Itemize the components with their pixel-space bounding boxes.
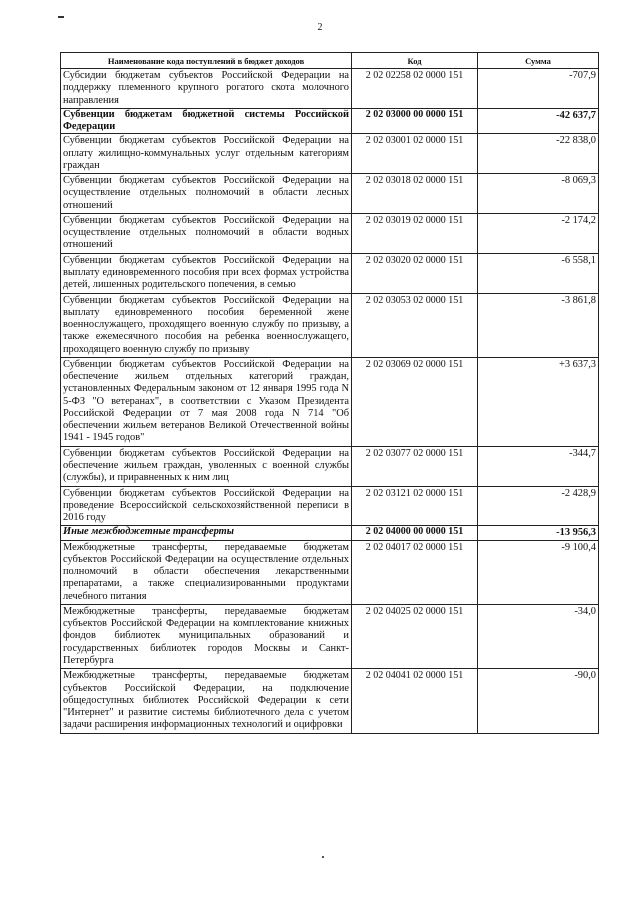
row-name: Субвенции бюджетам субъектов Российской Федерации на оплату жилищно-коммунальных услуг отдельным категориям граждан xyxy=(61,134,352,174)
row-name: Субвенции бюджетам субъектов Российской Федерации на обеспечение жильем отдельных категорий граждан, установленных Федеральным законом от 12 января 1995 года N 5-ФЗ "О ветеранах", в соответствии с Указом Президента Российской Федерации от 7 мая 2008 года N 714 "Об обеспечении жильем ветеранов Великой Отечественной войны 1941 - 1945 годов" xyxy=(61,357,352,446)
row-code: 2 02 02258 02 0000 151 xyxy=(352,69,478,109)
header-name: Наименование кода поступлений в бюджет доходов xyxy=(61,53,352,69)
row-sum: -42 637,7 xyxy=(478,108,599,134)
row-name: Субвенции бюджетам субъектов Российской Федерации на проведение Всероссийской сельскохозяйственной переписи в 2016 году xyxy=(61,486,352,526)
row-name: Межбюджетные трансферты, передаваемые бюджетам субъектов Российской Федерации на осуществление отдельных полномочий в области обеспечения лекарственными препаратами, а также специализированными продуктами лечебного питания xyxy=(61,540,352,604)
row-sum: -6 558,1 xyxy=(478,253,599,293)
row-name: Субвенции бюджетам субъектов Российской Федерации на осуществление отдельных полномочий в области лесных отношений xyxy=(61,174,352,214)
row-sum: -90,0 xyxy=(478,669,599,733)
table-row xyxy=(61,357,599,446)
table-row xyxy=(61,526,599,540)
row-name: Субвенции бюджетам субъектов Российской Федерации на обеспечение жильем граждан, уволенных с военной службы (службы), и приравненных к ним лиц xyxy=(61,446,352,486)
row-name: Субвенции бюджетам субъектов Российской Федерации на выплату единовременного пособия беременной жене военнослужащего, проходящего военную службу по призыву, а также ежемесячного пособия на ребенка военнослужащего, проходящего военную службу по призыву xyxy=(61,293,352,357)
row-sum: -9 100,4 xyxy=(478,540,599,604)
table-row xyxy=(61,486,599,526)
table-row xyxy=(61,213,599,253)
row-code: 2 02 03001 02 0000 151 xyxy=(352,134,478,174)
row-code: 2 02 03053 02 0000 151 xyxy=(352,293,478,357)
row-name: Межбюджетные трансферты, передаваемые бюджетам субъектов Российской Федерации, на подключение общедоступных библиотек Российской Федерации к сети "Интернет" и развитие системы библиотечного дела с учетом задачи расширения информационных технологий и оцифровки xyxy=(61,669,352,733)
row-code: 2 02 03077 02 0000 151 xyxy=(352,446,478,486)
row-code: 2 02 04017 02 0000 151 xyxy=(352,540,478,604)
table-row xyxy=(61,446,599,486)
row-sum: -2 428,9 xyxy=(478,486,599,526)
row-name: Субвенции бюджетам бюджетной системы Российской Федерации xyxy=(61,108,352,134)
row-sum: -2 174,2 xyxy=(478,213,599,253)
table-row xyxy=(61,174,599,214)
table-body xyxy=(61,69,599,734)
row-code: 2 02 04041 02 0000 151 xyxy=(352,669,478,733)
row-sum: -22 838,0 xyxy=(478,134,599,174)
table-row xyxy=(61,604,599,668)
table-header-row xyxy=(61,53,599,69)
budget-revenue-table xyxy=(60,52,599,734)
table-row xyxy=(61,69,599,109)
row-name: Субвенции бюджетам субъектов Российской Федерации на выплату единовременного пособия при всех формах устройства детей, лишенных родительского попечения, в семью xyxy=(61,253,352,293)
table-row xyxy=(61,134,599,174)
row-name: Межбюджетные трансферты, передаваемые бюджетам субъектов Российской Федерации на комплектование книжных фондов библиотек муниципальных образований и государственных библиотек городов Москвы и Санкт-Петербурга xyxy=(61,604,352,668)
row-code: 2 02 03020 02 0000 151 xyxy=(352,253,478,293)
row-sum: -344,7 xyxy=(478,446,599,486)
row-name: Субсидии бюджетам субъектов Российской Федерации на поддержку племенного крупного рогатого скота молочного направления xyxy=(61,69,352,109)
row-code: 2 02 03018 02 0000 151 xyxy=(352,174,478,214)
table-row xyxy=(61,540,599,604)
row-name: Иные межбюджетные трансферты xyxy=(61,526,352,540)
row-code: 2 02 03069 02 0000 151 xyxy=(352,357,478,446)
row-code: 2 02 04025 02 0000 151 xyxy=(352,604,478,668)
row-sum: -34,0 xyxy=(478,604,599,668)
row-sum: -707,9 xyxy=(478,69,599,109)
page-number: 2 xyxy=(317,22,323,33)
row-code: 2 02 03121 02 0000 151 xyxy=(352,486,478,526)
row-code: 2 02 03000 00 0000 151 xyxy=(352,108,478,134)
header-code: Код xyxy=(352,53,478,69)
table-row xyxy=(61,669,599,733)
row-code: 2 02 03019 02 0000 151 xyxy=(352,213,478,253)
row-code: 2 02 04000 00 0000 151 xyxy=(352,526,478,540)
row-sum: -8 069,3 xyxy=(478,174,599,214)
row-sum: +3 637,3 xyxy=(478,357,599,446)
scan-mark xyxy=(58,16,64,18)
row-sum: -3 861,8 xyxy=(478,293,599,357)
table-row xyxy=(61,293,599,357)
table-row xyxy=(61,108,599,134)
header-sum: Сумма xyxy=(478,53,599,69)
row-sum: -13 956,3 xyxy=(478,526,599,540)
row-name: Субвенции бюджетам субъектов Российской Федерации на осуществление отдельных полномочий в области водных отношений xyxy=(61,213,352,253)
scan-dot xyxy=(322,856,324,858)
table-row xyxy=(61,253,599,293)
